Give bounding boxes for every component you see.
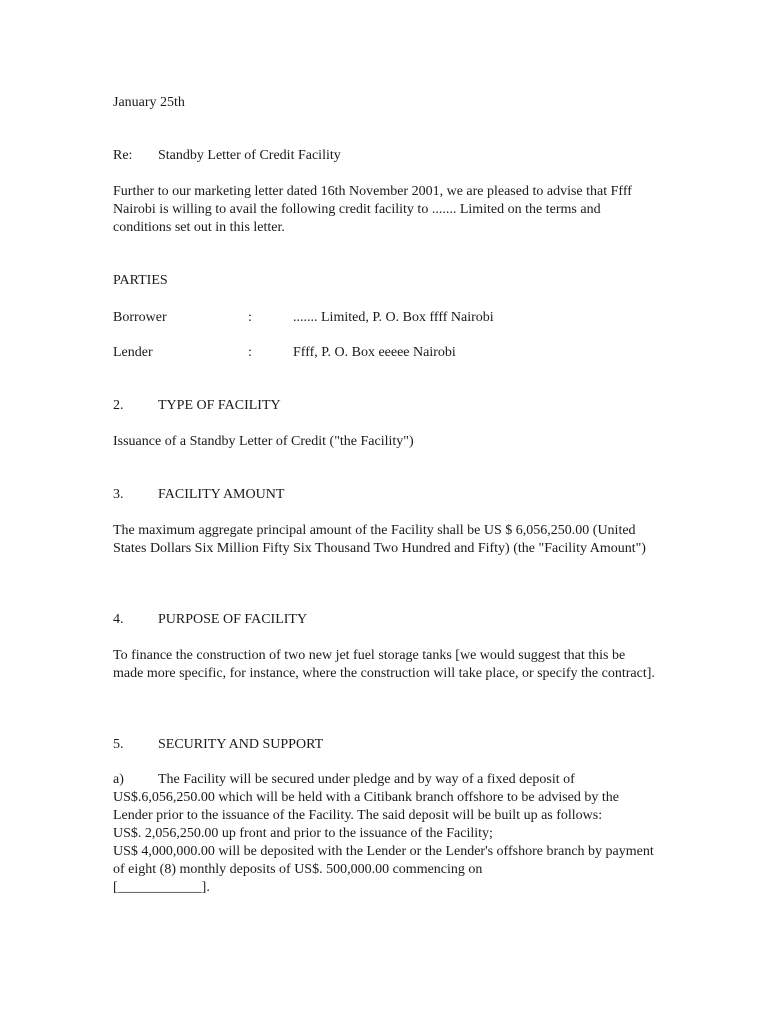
- section-title: TYPE OF FACILITY: [158, 398, 281, 413]
- security-item-a: [113, 771, 658, 897]
- section-heading: [113, 397, 281, 415]
- item-text-rest: US$.6,056,250.00 which will be held with a Citibank branch offshore to be advised by the Lender prior to the issuance of the Facility. The said deposit will be built up as follows:: [113, 790, 619, 823]
- borrower-label: Borrower: [113, 310, 167, 325]
- section-number: 4.: [113, 612, 124, 627]
- item-label: a): [113, 772, 124, 787]
- borrower-value: ....... Limited, P. O. Box ffff Nairobi: [293, 310, 494, 325]
- section-title: SECURITY AND SUPPORT: [158, 737, 324, 752]
- section-heading: [113, 611, 307, 629]
- lender-value: Ffff, P. O. Box eeeee Nairobi: [293, 345, 456, 360]
- borrower-row: [113, 309, 494, 327]
- lender-label: Lender: [113, 345, 153, 360]
- section-heading: [113, 486, 284, 504]
- section-title: PURPOSE OF FACILITY: [158, 612, 308, 627]
- lender-row: [113, 344, 456, 362]
- re-subject: Standby Letter of Credit Facility: [158, 148, 341, 163]
- section-number: 3.: [113, 487, 124, 502]
- letter-date: January 25th: [113, 95, 185, 110]
- item-text-first: The Facility will be secured under pledge and by way of a fixed deposit of: [158, 772, 575, 787]
- section-number: 5.: [113, 737, 124, 752]
- re-label: Re:: [113, 148, 133, 163]
- intro-paragraph: Further to our marketing letter dated 16th November 2001, we are pleased to advise that Ffff Nairobi is willing to avail the following credit facility to ....... Limited on the terms and conditions set out in this letter.: [113, 184, 632, 235]
- section-body: The maximum aggregate principal amount of the Facility shall be US $ 6,056,250.00 (United States Dollars Six Million Fifty Six Thousand Two Hundred and Fifty) (the "Facility Amount"): [113, 523, 646, 556]
- security-item-first-line: [113, 771, 658, 789]
- borrower-colon: :: [248, 310, 252, 325]
- section-number: 2.: [113, 398, 124, 413]
- lender-colon: :: [248, 345, 252, 360]
- parties-heading: PARTIES: [113, 273, 168, 288]
- section-body: Issuance of a Standby Letter of Credit ("the Facility"): [113, 434, 414, 449]
- section-body: To finance the construction of two new jet fuel storage tanks [we would suggest that this be made more specific, for instance, where the construction will take place, or specify the contract].: [113, 648, 655, 681]
- deposit-line-2: US$ 4,000,000.00 will be deposited with the Lender or the Lender's offshore branch by payment of eight (8) monthly deposits of US$. 500,000.00 commencing on: [113, 844, 654, 877]
- deposit-line-1: US$. 2,056,250.00 up front and prior to the issuance of the Facility;: [113, 826, 493, 841]
- section-title: FACILITY AMOUNT: [158, 487, 285, 502]
- subject-line: [113, 147, 341, 165]
- deposit-line-3: [____________].: [113, 880, 210, 895]
- section-heading: [113, 736, 323, 754]
